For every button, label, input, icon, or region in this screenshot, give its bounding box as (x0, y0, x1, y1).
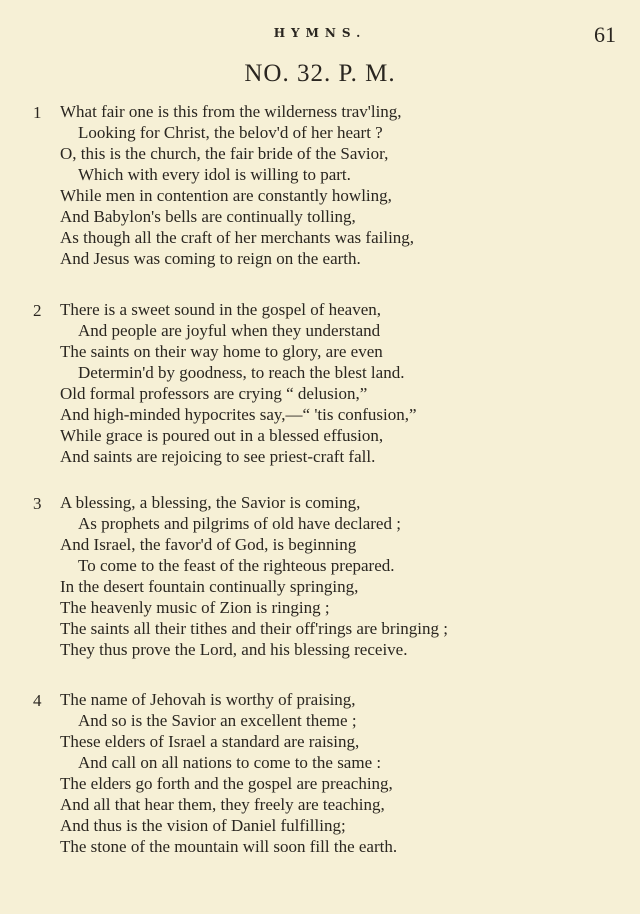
verse-line: The saints on their way home to glory, are even (60, 342, 383, 361)
verse-line: And call on all nations to come to the same : (78, 753, 382, 772)
verse-line: And Israel, the favor'd of God, is beginning (60, 535, 357, 554)
verse-line: Determin'd by goodness, to reach the blest land. (78, 363, 405, 382)
verse-line: O, this is the church, the fair bride of the Savior, (60, 144, 389, 163)
verse-line: The name of Jehovah is worthy of praising, (60, 690, 356, 709)
verse-line: As prophets and pilgrims of old have declared ; (78, 514, 401, 533)
running-head: HYMNS. (273, 26, 367, 40)
hymn-title: NO. 32. P. M. (244, 60, 396, 87)
verse-number: 4 (33, 691, 42, 710)
verse-number: 3 (33, 494, 42, 513)
verse-line: While men in contention are constantly howling, (60, 186, 392, 205)
verse-line: Which with every idol is willing to part. (78, 165, 351, 184)
verse-line: The elders go forth and the gospel are preaching, (60, 774, 393, 793)
verse-line: There is a sweet sound in the gospel of heaven, (60, 300, 382, 319)
verse-number: 2 (33, 301, 42, 320)
verse-line: And Jesus was coming to reign on the earth. (60, 249, 361, 268)
verse-line: And saints are rejoicing to see priest-craft fall. (60, 447, 376, 466)
verse-number: 1 (33, 103, 42, 122)
verse-line: And so is the Savior an excellent theme ; (78, 711, 357, 730)
page-number: 61 (594, 22, 616, 47)
verse-line: And thus is the vision of Daniel fulfilling; (60, 816, 346, 835)
verse-line: And all that hear them, they freely are teaching, (60, 795, 385, 814)
verse-line: And Babylon's bells are continually tolling, (60, 207, 356, 226)
verse-line: In the desert fountain continually springing, (60, 577, 359, 596)
verse-line: And people are joyful when they understand (78, 321, 381, 340)
verse-line: As though all the craft of her merchants was failing, (60, 228, 415, 247)
verse-line: Old formal professors are crying “ delusion,” (60, 384, 368, 403)
verse-line: A blessing, a blessing, the Savior is coming, (60, 493, 361, 512)
verse-line: Looking for Christ, the belov'd of her heart ? (78, 123, 383, 142)
verse-line: What fair one is this from the wilderness trav'ling, (60, 102, 402, 121)
verse-line: To come to the feast of the righteous prepared. (78, 556, 395, 575)
verse-line: These elders of Israel a standard are raising, (60, 732, 360, 751)
verse-line: The saints all their tithes and their off'rings are bringing ; (60, 619, 448, 638)
verse-line: While grace is poured out in a blessed effusion, (60, 426, 384, 445)
verse-line: The stone of the mountain will soon fill the earth. (60, 837, 398, 856)
verse-line: They thus prove the Lord, and his blessing receive. (60, 640, 408, 659)
verse-line: The heavenly music of Zion is ringing ; (60, 598, 330, 617)
verse-line: And high-minded hypocrites say,—“ 'tis confusion,” (60, 405, 417, 424)
